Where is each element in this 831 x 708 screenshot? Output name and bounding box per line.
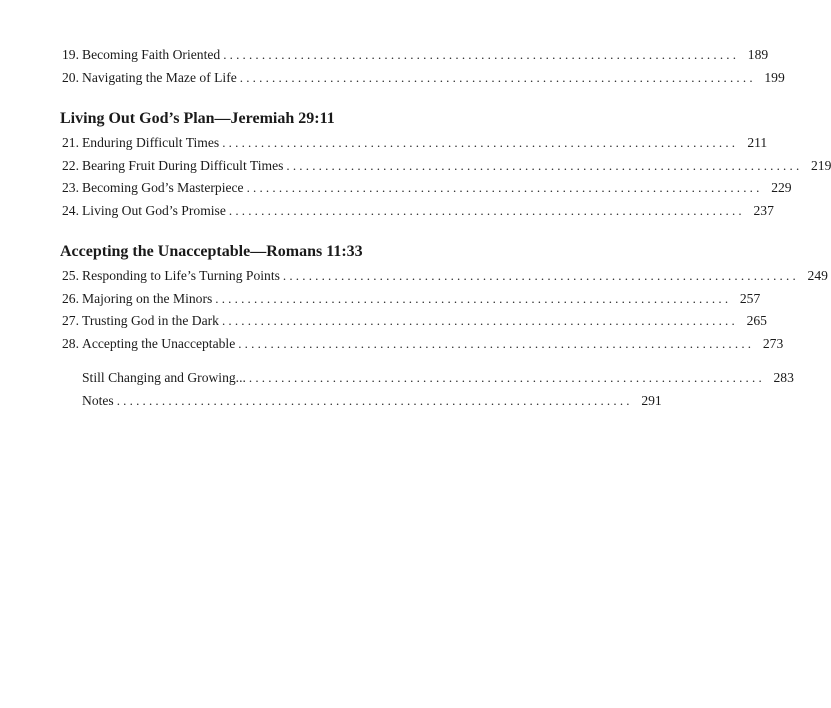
toc-entry <box>62 44 769 67</box>
page-number: 265 <box>746 313 767 328</box>
chapter-title: Enduring Difficult Times <box>82 135 220 150</box>
chapter-number: 21. <box>62 135 79 150</box>
section-heading: Living Out God’s Plan—Jeremiah 29:11 <box>60 110 335 127</box>
page-number: 257 <box>739 290 761 306</box>
toc-entry <box>62 67 785 90</box>
page-number: 283 <box>773 370 794 385</box>
chapter-title: Accepting the Unacceptable <box>82 335 236 351</box>
dot-leader: ................................................................................ <box>282 268 799 283</box>
toc-entry <box>62 265 828 288</box>
page-number: 211 <box>747 135 768 150</box>
dot-leader: ................................................................................ <box>238 335 755 351</box>
chapter-number: 27. <box>62 313 79 328</box>
chapter-title: Becoming Faith Oriented <box>82 47 221 62</box>
section-heading: Accepting the Unacceptable—Romans 11:33 <box>60 243 363 260</box>
page-number: 237 <box>753 202 774 218</box>
page-number: 229 <box>771 180 792 195</box>
page-number: 199 <box>764 69 785 85</box>
dot-leader: ................................................................................ <box>223 47 740 62</box>
dot-leader: ................................................................................ <box>228 202 745 218</box>
chapter-number: 24. <box>62 202 79 218</box>
chapter-title: Living Out God’s Promise <box>82 202 226 218</box>
chapter-title: Navigating the Maze of Life <box>82 69 237 85</box>
toc-entry <box>62 333 784 356</box>
dot-leader: ................................................................................ <box>239 69 756 85</box>
dot-leader: ................................................................................ <box>286 157 803 173</box>
chapter-number: 23. <box>62 180 79 195</box>
chapter-number: 19. <box>62 47 79 62</box>
chapter-number: 22. <box>62 157 79 173</box>
toc-entry <box>62 288 761 311</box>
chapter-number: 26. <box>62 290 79 306</box>
dot-leader: ................................................................................ <box>246 180 763 195</box>
toc-entry <box>62 132 768 155</box>
table-of-contents <box>60 44 831 412</box>
chapter-title: Majoring on the Minors <box>82 290 213 306</box>
toc-entry <box>62 200 774 223</box>
toc-entry-backmatter <box>62 390 662 413</box>
page-number: 249 <box>807 268 828 283</box>
chapter-number: 25. <box>62 268 79 283</box>
chapter-number: 28. <box>62 335 79 351</box>
chapter-title: Responding to Life’s Turning Points <box>82 268 280 283</box>
toc-entry-backmatter <box>62 367 794 390</box>
page-number: 189 <box>747 47 769 62</box>
toc-entry <box>62 310 767 333</box>
dot-leader: ................................................................................ <box>248 370 765 385</box>
backmatter-title: Notes <box>82 392 114 408</box>
dot-leader: ................................................................................ <box>221 313 738 328</box>
dot-leader: ................................................................................ <box>116 392 633 408</box>
backmatter-title: Still Changing and Growing... <box>82 370 246 385</box>
toc-entry <box>62 155 831 178</box>
dot-leader: ................................................................................ <box>222 135 739 150</box>
dot-leader: ................................................................................ <box>215 290 732 306</box>
toc-entry <box>62 177 792 200</box>
page-number: 219 <box>811 157 831 173</box>
page-number: 273 <box>762 335 784 351</box>
chapter-number: 20. <box>62 69 79 85</box>
page-number: 291 <box>641 392 662 408</box>
chapter-title: Becoming God’s Masterpiece <box>82 180 244 195</box>
chapter-title: Bearing Fruit During Difficult Times <box>82 157 284 173</box>
chapter-title: Trusting God in the Dark <box>82 313 219 328</box>
